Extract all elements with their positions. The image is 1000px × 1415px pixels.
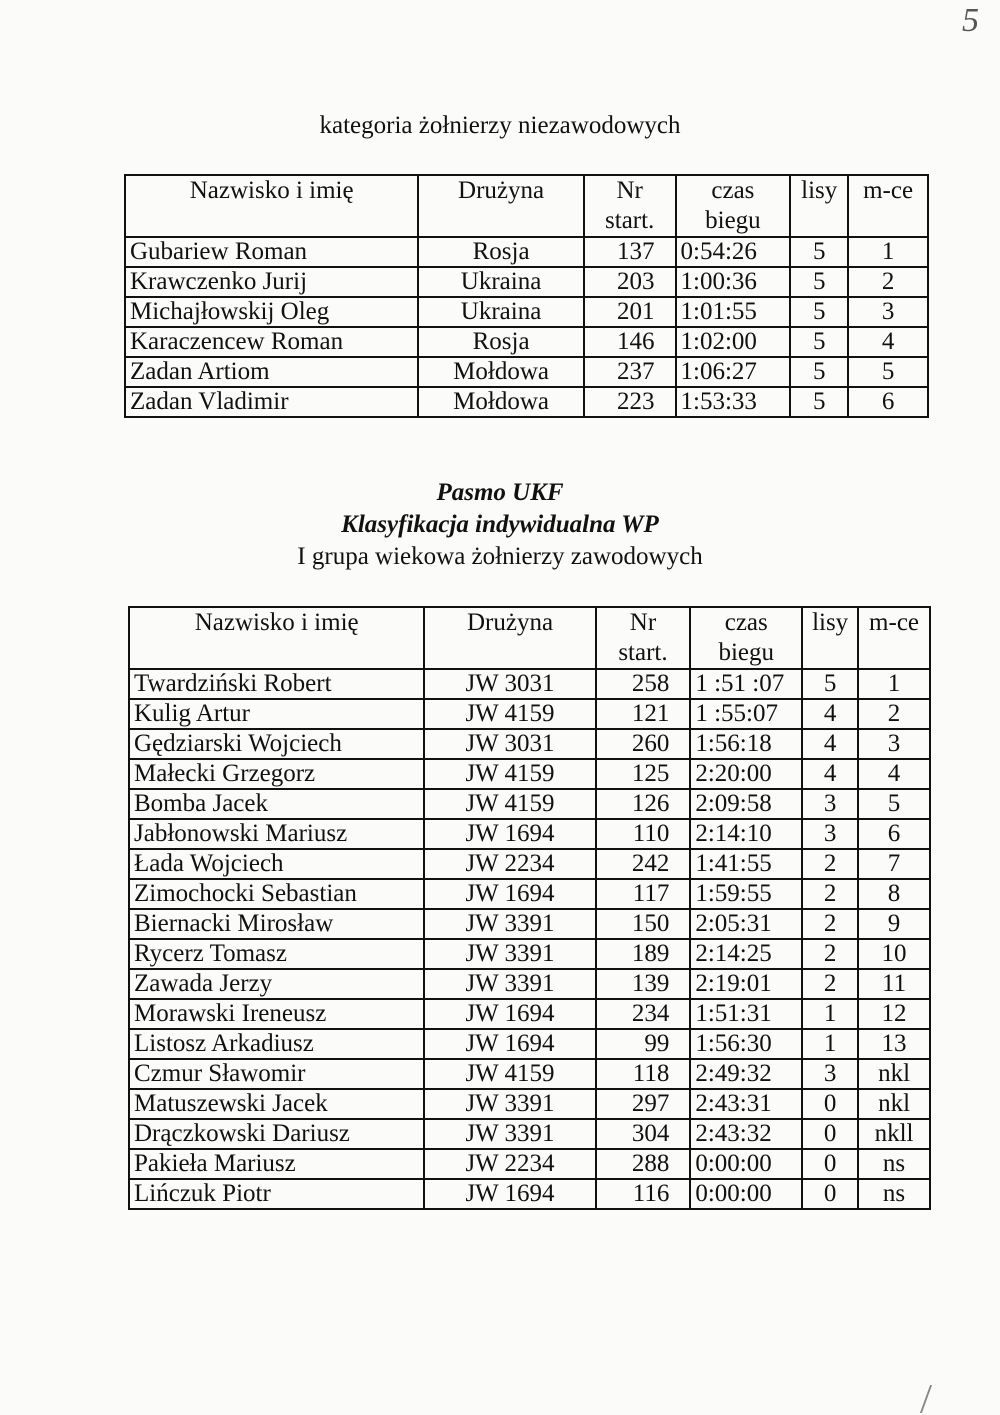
results-table-niezawodowi bbox=[124, 174, 929, 418]
cell-name: Pakieła Mariusz bbox=[129, 1149, 424, 1179]
cell-time: 0:00:00 bbox=[690, 1149, 802, 1179]
cell-place: ns bbox=[858, 1179, 930, 1209]
cell-time: 2:09:58 bbox=[690, 789, 802, 819]
header-name: Nazwisko i imię bbox=[125, 175, 418, 237]
cell-place: 3 bbox=[848, 297, 928, 327]
table-row bbox=[129, 879, 930, 909]
table-row bbox=[129, 939, 930, 969]
header-nr-line1: Nr bbox=[629, 609, 657, 636]
cell-lisy: 5 bbox=[790, 237, 848, 267]
cell-name: Lińczuk Piotr bbox=[129, 1179, 424, 1209]
cell-name: Gędziarski Wojciech bbox=[129, 729, 424, 759]
cell-team: JW 2234 bbox=[424, 1149, 595, 1179]
cell-nr: 99 bbox=[596, 1029, 691, 1059]
cell-lisy: 5 bbox=[802, 669, 858, 699]
cell-name: Zadan Artiom bbox=[125, 357, 418, 387]
header-time-line1: czas bbox=[711, 177, 755, 204]
cell-time: 2:43:31 bbox=[690, 1089, 802, 1119]
cell-nr: 260 bbox=[596, 729, 691, 759]
cell-nr: 118 bbox=[596, 1059, 691, 1089]
cell-lisy: 2 bbox=[802, 879, 858, 909]
cell-name: Czmur Sławomir bbox=[129, 1059, 424, 1089]
cell-team: JW 3031 bbox=[424, 669, 595, 699]
pen-stroke-mark bbox=[920, 1385, 942, 1413]
cell-lisy: 2 bbox=[802, 849, 858, 879]
table-row bbox=[129, 999, 930, 1029]
cell-team: Ukraina bbox=[418, 297, 583, 327]
table-row bbox=[125, 267, 928, 297]
cell-time: 1:56:30 bbox=[690, 1029, 802, 1059]
table-row bbox=[125, 327, 928, 357]
cell-lisy: 5 bbox=[790, 357, 848, 387]
cell-lisy: 2 bbox=[802, 939, 858, 969]
cell-lisy: 1 bbox=[802, 999, 858, 1029]
cell-place: 10 bbox=[858, 939, 930, 969]
cell-name: Zadan Vladimir bbox=[125, 387, 418, 417]
cell-time: 0:00:00 bbox=[690, 1179, 802, 1209]
cell-time: 1:01:55 bbox=[676, 297, 791, 327]
cell-lisy: 5 bbox=[790, 387, 848, 417]
cell-nr: 121 bbox=[596, 699, 691, 729]
table-row bbox=[129, 1029, 930, 1059]
table-header-row bbox=[125, 175, 928, 237]
cell-name: Kulig Artur bbox=[129, 699, 424, 729]
section1-title: kategoria żołnierzy niezawodowych bbox=[319, 112, 681, 139]
cell-lisy: 3 bbox=[802, 1059, 858, 1089]
cell-nr: 242 bbox=[596, 849, 691, 879]
table-row bbox=[129, 759, 930, 789]
header-time-line2: biegu bbox=[718, 639, 775, 666]
cell-time: 1:41:55 bbox=[690, 849, 802, 879]
cell-nr: 137 bbox=[584, 237, 676, 267]
cell-nr: 116 bbox=[596, 1179, 691, 1209]
table-row bbox=[129, 1089, 930, 1119]
cell-nr: 297 bbox=[596, 1089, 691, 1119]
header-place: m-ce bbox=[848, 175, 928, 237]
cell-name: Bomba Jacek bbox=[129, 789, 424, 819]
table-row bbox=[129, 1179, 930, 1209]
cell-time: 2:14:10 bbox=[690, 819, 802, 849]
cell-nr: 117 bbox=[596, 879, 691, 909]
cell-team: JW 1694 bbox=[424, 1029, 595, 1059]
cell-time: 0:54:26 bbox=[676, 237, 791, 267]
cell-place: 5 bbox=[858, 789, 930, 819]
cell-name: Zawada Jerzy bbox=[129, 969, 424, 999]
cell-nr: 125 bbox=[596, 759, 691, 789]
cell-place: 9 bbox=[858, 909, 930, 939]
cell-place: 6 bbox=[848, 387, 928, 417]
header-time-line1: czas bbox=[724, 609, 768, 636]
cell-team: JW 1694 bbox=[424, 999, 595, 1029]
header-lisy: lisy bbox=[790, 175, 848, 237]
cell-place: 2 bbox=[858, 699, 930, 729]
cell-team: Mołdowa bbox=[418, 387, 583, 417]
cell-place: nkl bbox=[858, 1059, 930, 1089]
cell-lisy: 2 bbox=[802, 909, 858, 939]
cell-place: 1 bbox=[858, 669, 930, 699]
section2-title-grupa: I grupa wiekowa żołnierzy zawodowych bbox=[297, 543, 703, 570]
cell-team: JW 3031 bbox=[424, 729, 595, 759]
cell-name: Małecki Grzegorz bbox=[129, 759, 424, 789]
cell-team: JW 4159 bbox=[424, 759, 595, 789]
section2-title-klasyfikacja: Klasyfikacja indywidualna WP bbox=[341, 511, 659, 538]
cell-place: 4 bbox=[858, 759, 930, 789]
cell-nr: 150 bbox=[596, 909, 691, 939]
cell-name: Gubariew Roman bbox=[125, 237, 418, 267]
cell-time: 1:06:27 bbox=[676, 357, 791, 387]
cell-team: Ukraina bbox=[418, 267, 583, 297]
cell-name: Krawczenko Jurij bbox=[125, 267, 418, 297]
cell-time: 1:59:55 bbox=[690, 879, 802, 909]
cell-name: Morawski Ireneusz bbox=[129, 999, 424, 1029]
cell-place: ns bbox=[858, 1149, 930, 1179]
table-row bbox=[129, 789, 930, 819]
cell-nr: 304 bbox=[596, 1119, 691, 1149]
cell-time: 2:14:25 bbox=[690, 939, 802, 969]
cell-place: 2 bbox=[848, 267, 928, 297]
header-nr-line1: Nr bbox=[616, 177, 643, 204]
header-team: Drużyna bbox=[418, 175, 583, 237]
cell-team: JW 3391 bbox=[424, 969, 595, 999]
cell-team: JW 2234 bbox=[424, 849, 595, 879]
cell-nr: 126 bbox=[596, 789, 691, 819]
cell-nr: 223 bbox=[584, 387, 676, 417]
cell-time: 1:53:33 bbox=[676, 387, 791, 417]
cell-name: Łada Wojciech bbox=[129, 849, 424, 879]
cell-name: Rycerz Tomasz bbox=[129, 939, 424, 969]
cell-team: JW 1694 bbox=[424, 879, 595, 909]
results-table-zawodowi bbox=[128, 606, 931, 1210]
table-row bbox=[129, 1149, 930, 1179]
cell-lisy: 2 bbox=[802, 969, 858, 999]
cell-team: JW 3391 bbox=[424, 1089, 595, 1119]
cell-lisy: 5 bbox=[790, 267, 848, 297]
cell-lisy: 4 bbox=[802, 699, 858, 729]
table-row bbox=[129, 1119, 930, 1149]
cell-name: Listosz Arkadiusz bbox=[129, 1029, 424, 1059]
cell-name: Drączkowski Dariusz bbox=[129, 1119, 424, 1149]
header-place: m-ce bbox=[858, 607, 930, 669]
table-row bbox=[125, 387, 928, 417]
cell-lisy: 0 bbox=[802, 1179, 858, 1209]
cell-lisy: 0 bbox=[802, 1149, 858, 1179]
cell-place: 8 bbox=[858, 879, 930, 909]
table-row bbox=[129, 1059, 930, 1089]
cell-place: 3 bbox=[858, 729, 930, 759]
cell-lisy: 5 bbox=[790, 297, 848, 327]
cell-nr: 201 bbox=[584, 297, 676, 327]
cell-lisy: 3 bbox=[802, 789, 858, 819]
cell-time: 2:43:32 bbox=[690, 1119, 802, 1149]
cell-time: 1:02:00 bbox=[676, 327, 791, 357]
header-nr bbox=[596, 607, 691, 669]
cell-nr: 189 bbox=[596, 939, 691, 969]
cell-name: Matuszewski Jacek bbox=[129, 1089, 424, 1119]
header-name: Nazwisko i imię bbox=[129, 607, 424, 669]
cell-nr: 146 bbox=[584, 327, 676, 357]
cell-name: Zimochocki Sebastian bbox=[129, 879, 424, 909]
cell-team: JW 1694 bbox=[424, 819, 595, 849]
header-nr bbox=[584, 175, 676, 237]
table-row bbox=[129, 669, 930, 699]
cell-nr: 234 bbox=[596, 999, 691, 1029]
cell-place: 4 bbox=[848, 327, 928, 357]
cell-team: JW 4159 bbox=[424, 699, 595, 729]
header-time bbox=[676, 175, 791, 237]
cell-place: 12 bbox=[858, 999, 930, 1029]
header-time bbox=[690, 607, 802, 669]
header-nr-line2: start. bbox=[618, 639, 668, 666]
cell-lisy: 3 bbox=[802, 819, 858, 849]
cell-place: 11 bbox=[858, 969, 930, 999]
cell-team: JW 4159 bbox=[424, 1059, 595, 1089]
cell-team: JW 1694 bbox=[424, 1179, 595, 1209]
cell-team: JW 3391 bbox=[424, 1119, 595, 1149]
table-row bbox=[125, 297, 928, 327]
cell-place: nkl bbox=[858, 1089, 930, 1119]
cell-lisy: 1 bbox=[802, 1029, 858, 1059]
table-row bbox=[125, 357, 928, 387]
table-row bbox=[129, 699, 930, 729]
table-row bbox=[129, 819, 930, 849]
cell-team: JW 3391 bbox=[424, 939, 595, 969]
cell-nr: 139 bbox=[596, 969, 691, 999]
cell-name: Michajłowskij Oleg bbox=[125, 297, 418, 327]
table-row bbox=[129, 729, 930, 759]
cell-time: 2:20:00 bbox=[690, 759, 802, 789]
cell-time: 1:56:18 bbox=[690, 729, 802, 759]
cell-team: JW 3391 bbox=[424, 909, 595, 939]
cell-nr: 258 bbox=[596, 669, 691, 699]
cell-place: 1 bbox=[848, 237, 928, 267]
cell-team: Rosja bbox=[418, 327, 583, 357]
cell-time: 2:49:32 bbox=[690, 1059, 802, 1089]
header-nr-line2: start. bbox=[605, 207, 655, 234]
cell-time: 2:05:31 bbox=[690, 909, 802, 939]
cell-time: 2:19:01 bbox=[690, 969, 802, 999]
section2-title-pasmo: Pasmo UKF bbox=[436, 479, 564, 506]
cell-lisy: 4 bbox=[802, 729, 858, 759]
header-team: Drużyna bbox=[424, 607, 595, 669]
table-row bbox=[129, 969, 930, 999]
cell-lisy: 0 bbox=[802, 1119, 858, 1149]
cell-team: Rosja bbox=[418, 237, 583, 267]
cell-name: Twardziński Robert bbox=[129, 669, 424, 699]
cell-time: 1:00:36 bbox=[676, 267, 791, 297]
cell-nr: 110 bbox=[596, 819, 691, 849]
cell-place: 5 bbox=[848, 357, 928, 387]
cell-lisy: 4 bbox=[802, 759, 858, 789]
cell-place: 7 bbox=[858, 849, 930, 879]
cell-place: nkll bbox=[858, 1119, 930, 1149]
cell-lisy: 5 bbox=[790, 327, 848, 357]
cell-team: JW 4159 bbox=[424, 789, 595, 819]
cell-place: 6 bbox=[858, 819, 930, 849]
cell-team: Mołdowa bbox=[418, 357, 583, 387]
table-row bbox=[129, 849, 930, 879]
cell-name: Biernacki Mirosław bbox=[129, 909, 424, 939]
cell-time: 1:51:31 bbox=[690, 999, 802, 1029]
handwritten-page-number: 5 bbox=[962, 2, 979, 39]
table-row bbox=[129, 909, 930, 939]
cell-nr: 203 bbox=[584, 267, 676, 297]
cell-name: Karaczencew Roman bbox=[125, 327, 418, 357]
table-header-row bbox=[129, 607, 930, 669]
cell-place: 13 bbox=[858, 1029, 930, 1059]
cell-time: 1 :55:07 bbox=[690, 699, 802, 729]
cell-time: 1 :51 :07 bbox=[690, 669, 802, 699]
cell-name: Jabłonowski Mariusz bbox=[129, 819, 424, 849]
cell-nr: 237 bbox=[584, 357, 676, 387]
table-row bbox=[125, 237, 928, 267]
cell-nr: 288 bbox=[596, 1149, 691, 1179]
header-time-line2: biegu bbox=[705, 207, 761, 234]
header-lisy: lisy bbox=[802, 607, 858, 669]
cell-lisy: 0 bbox=[802, 1089, 858, 1119]
